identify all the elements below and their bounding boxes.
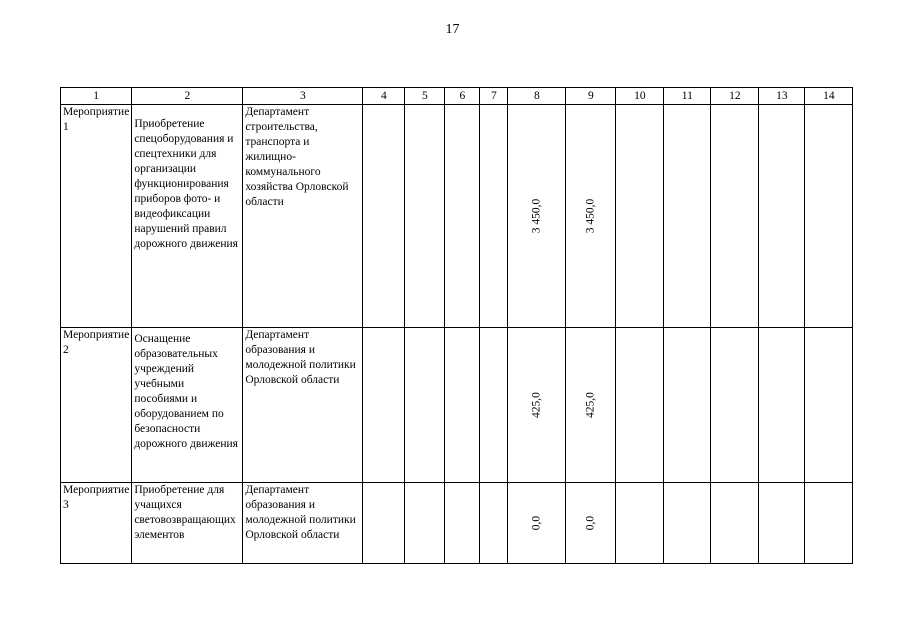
empty-cell xyxy=(711,105,759,328)
value-col9: 3 450,0 xyxy=(584,198,597,234)
empty-cell xyxy=(759,105,805,328)
responsible-department: Департамент образования и молодежной политики Орловской области xyxy=(245,484,356,541)
table-row xyxy=(61,328,853,483)
responsible-cell xyxy=(243,105,363,328)
event-name: Мероприятие 1 xyxy=(63,106,130,133)
empty-cell xyxy=(616,483,664,564)
header-cell: 4 xyxy=(363,88,405,105)
responsible-department: Департамент образования и молодежной политики Орловской области xyxy=(245,329,356,386)
event-description: Оснащение образовательных учреждений учебными пособиями и оборудованием по безопасности дорожного движения xyxy=(134,333,238,450)
value-col9: 0,0 xyxy=(584,515,597,531)
empty-cell xyxy=(711,328,759,483)
empty-cell xyxy=(805,105,853,328)
header-cell: 1 xyxy=(61,88,132,105)
empty-cell xyxy=(363,328,405,483)
header-cell: 12 xyxy=(711,88,759,105)
responsible-cell xyxy=(243,328,363,483)
event-description-cell xyxy=(132,483,243,564)
event-name: Мероприятие 2 xyxy=(63,329,130,356)
value-cell-col8 xyxy=(508,328,566,483)
page-number: 17 xyxy=(445,22,460,37)
empty-cell xyxy=(405,483,445,564)
value-cell-col9 xyxy=(566,328,616,483)
table-row xyxy=(61,483,853,564)
empty-cell xyxy=(711,483,759,564)
empty-cell xyxy=(759,328,805,483)
header-cell: 13 xyxy=(759,88,805,105)
event-description: Приобретение для учащихся световозвращающих элементов xyxy=(134,484,236,541)
table-row xyxy=(61,105,853,328)
header-cell: 5 xyxy=(405,88,445,105)
empty-cell xyxy=(445,483,480,564)
value-col9: 425,0 xyxy=(584,392,597,418)
header-cell: 10 xyxy=(616,88,664,105)
event-name: Мероприятие 3 xyxy=(63,484,130,511)
event-name-cell xyxy=(61,328,132,483)
header-cell: 11 xyxy=(664,88,711,105)
header-cell: 7 xyxy=(480,88,508,105)
event-description-cell xyxy=(132,105,243,328)
empty-cell xyxy=(480,483,508,564)
empty-cell xyxy=(805,328,853,483)
empty-cell xyxy=(616,105,664,328)
value-cell-col8 xyxy=(508,483,566,564)
value-cell-col8 xyxy=(508,105,566,328)
empty-cell xyxy=(664,105,711,328)
data-table xyxy=(60,87,853,564)
value-cell-col9 xyxy=(566,105,616,328)
event-description-cell xyxy=(132,328,243,483)
empty-cell xyxy=(480,105,508,328)
header-row xyxy=(61,88,853,105)
empty-cell xyxy=(405,105,445,328)
responsible-cell xyxy=(243,483,363,564)
value-col8: 425,0 xyxy=(530,392,543,418)
empty-cell xyxy=(445,328,480,483)
empty-cell xyxy=(405,328,445,483)
value-col8: 0,0 xyxy=(530,515,543,531)
event-name-cell xyxy=(61,483,132,564)
event-name-cell xyxy=(61,105,132,328)
value-col8: 3 450,0 xyxy=(530,198,543,234)
header-cell: 2 xyxy=(132,88,243,105)
empty-cell xyxy=(805,483,853,564)
empty-cell xyxy=(480,328,508,483)
empty-cell xyxy=(363,105,405,328)
empty-cell xyxy=(664,483,711,564)
empty-cell xyxy=(363,483,405,564)
empty-cell xyxy=(664,328,711,483)
header-cell: 14 xyxy=(805,88,853,105)
header-cell: 6 xyxy=(445,88,480,105)
header-cell: 8 xyxy=(508,88,566,105)
header-cell: 3 xyxy=(243,88,363,105)
empty-cell xyxy=(759,483,805,564)
header-cell: 9 xyxy=(566,88,616,105)
empty-cell xyxy=(445,105,480,328)
empty-cell xyxy=(616,328,664,483)
value-cell-col9 xyxy=(566,483,616,564)
responsible-department: Департамент строительства, транспорта и жилищно-коммунального хозяйства Орловской области xyxy=(245,106,349,208)
event-description: Приобретение спецоборудования и спецтехники для организации функционирования приборов фото- и видеофиксации нарушений правил дорожного движения xyxy=(134,118,238,250)
